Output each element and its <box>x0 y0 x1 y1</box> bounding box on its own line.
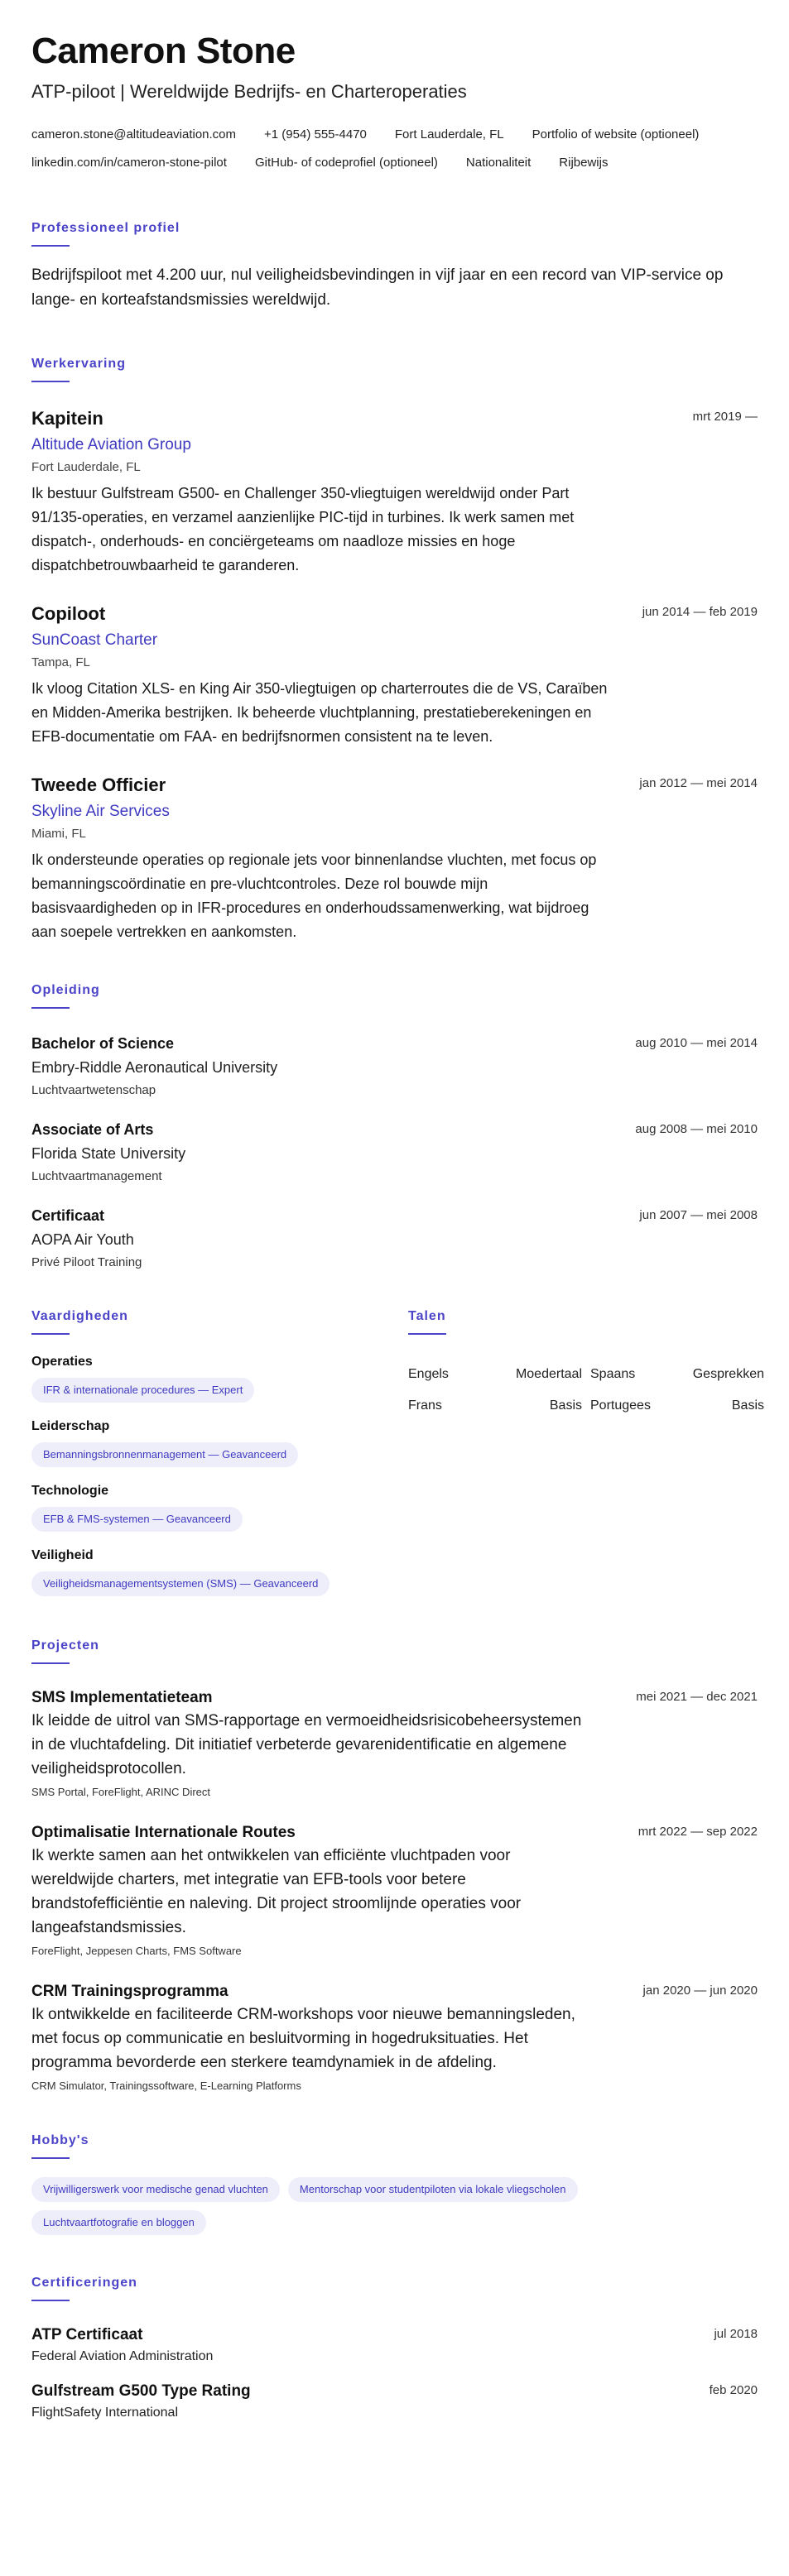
contact-nationality: Nationaliteit <box>465 156 532 170</box>
project-title: Optimalisatie Internationale Routes <box>31 1824 296 1841</box>
job-title: Copiloot <box>31 603 106 624</box>
contact-phone[interactable]: +1 (954) 555-4470 <box>264 127 367 142</box>
section-rule <box>31 2157 70 2159</box>
languages-section <box>408 1308 764 1596</box>
skill-category: Technologie <box>31 1484 109 1498</box>
skill-tag: Bemanningsbronnenmanagement — Geavanceerd <box>31 1442 298 1467</box>
job-description: Ik ondersteunde operaties op regionale jets voor binnenlandse vluchten, met focus op bemanningscoördinatie en pre-vluchtcontroles. Deze rol bouwde mijn basisvaardigheden op in IFR-procedures en onderhoudssamenwerking, wat bijdroeg aan soepele vertrekken en aankomsten. <box>31 851 597 940</box>
education-entry <box>31 1034 758 1100</box>
job-description: Ik vloog Citation XLS- en King Air 350-vliegtuigen op charterroutes die de VS, Caraïben en Midden-Amerika bestrijken. Ik beheerde vluchtplanning, prestatieberekeningen en EFB-documentatie om FAA- en bedrijfsnormen consistent na te leven. <box>31 680 608 745</box>
certification-date: jul 2018 <box>714 2327 758 2341</box>
job-location: Tampa, FL <box>31 655 90 669</box>
job-location: Fort Lauderdale, FL <box>31 460 141 474</box>
skills-languages-row <box>31 1308 764 1596</box>
contact-linkedin[interactable]: linkedin.com/in/cameron-stone-pilot <box>31 156 227 170</box>
certifications-section <box>31 2275 758 2422</box>
section-rule <box>31 1007 70 1009</box>
skill-group <box>31 1418 408 1467</box>
project-description: Ik werkte samen aan het ontwikkelen van efficiënte vluchtpaden voor wereldwijde charters, met integratie van EFB-tools voor betere brandstofefficiëntie en naleving. Dit project stroomlijnde operaties voor langeafstandsmissies. <box>31 1847 522 1936</box>
contact-github[interactable]: GitHub- of codeprofiel (optioneel) <box>254 156 438 170</box>
education-entry <box>31 1120 758 1186</box>
job-title: Kapitein <box>31 408 103 429</box>
education-school: Florida State University <box>31 1145 186 1162</box>
skills-section <box>31 1308 408 1596</box>
language-level: Gesprekken <box>692 1367 764 1381</box>
contact-email[interactable]: cameron.stone@altitudeaviation.com <box>31 127 237 142</box>
hobby-tag: Mentorschap voor studentpiloten via lokale vliegscholen <box>288 2177 578 2202</box>
education-date: aug 2008 — mei 2010 <box>635 1122 758 1136</box>
project-tools: CRM Simulator, Trainingssoftware, E-Learning Platforms <box>31 2080 301 2092</box>
contact-drivers-license: Rijbewijs <box>559 156 609 170</box>
job-entry <box>31 774 758 944</box>
certification-title: ATP Certificaat <box>31 2326 143 2343</box>
education-date: aug 2010 — mei 2014 <box>635 1036 758 1050</box>
section-title: Projecten <box>31 1638 99 1653</box>
contact-location: Fort Lauderdale, FL <box>394 127 504 142</box>
projects-section <box>31 1638 758 2094</box>
job-company: Altitude Aviation Group <box>31 436 191 453</box>
section-title: Certificeringen <box>31 2276 137 2290</box>
job-entry <box>31 407 758 578</box>
skill-tag: Veiligheidsmanagementsystemen (SMS) — Geavanceerd <box>31 1571 330 1596</box>
project-entry <box>31 1687 758 1801</box>
section-title: Vaardigheden <box>31 1309 128 1323</box>
language-level: Moedertaal <box>515 1367 582 1381</box>
language-name: Engels <box>408 1367 449 1381</box>
skill-tag: IFR & internationale procedures — Expert <box>31 1378 254 1403</box>
section-title: Hobby's <box>31 2133 89 2147</box>
job-date: mrt 2019 — <box>692 410 758 424</box>
project-tools: ForeFlight, Jeppesen Charts, FMS Software <box>31 1945 242 1957</box>
hobby-tag: Luchtvaartfotografie en bloggen <box>31 2210 206 2235</box>
section-rule <box>31 245 70 247</box>
project-description: Ik leidde de uitrol van SMS-rapportage en vermoeidheidsrisicobeheersystemen in de vluchtafdeling. Dit initiatief verbeterde gevarenidentificatie en algemene veiligheidsprotocollen. <box>31 1712 582 1777</box>
education-entry <box>31 1206 758 1272</box>
skill-category: Leiderschap <box>31 1419 110 1433</box>
candidate-name: Cameron Stone <box>31 31 296 71</box>
skill-group <box>31 1547 408 1596</box>
skill-group <box>31 1353 408 1403</box>
project-entry <box>31 1981 758 2094</box>
profile-summary: Bedrijfspiloot met 4.200 uur, nul veiligheidsbevindingen in vijf jaar en een record van VIP-service op lange- en korteafstandsmissies wereldwijd. <box>31 266 724 309</box>
experience-section <box>31 356 758 944</box>
hobby-tag: Vrijwilligerswerk voor medische genad vluchten <box>31 2177 280 2202</box>
certification-issuer: FlightSafety International <box>31 2406 178 2420</box>
skill-category: Operaties <box>31 1355 93 1369</box>
section-title: Talen <box>408 1309 446 1323</box>
contact-list <box>31 121 760 177</box>
section-rule <box>31 381 70 382</box>
certification-entry <box>31 2324 758 2366</box>
education-degree: Certificaat <box>31 1207 105 1224</box>
certification-issuer: Federal Aviation Administration <box>31 2349 214 2363</box>
language-name: Spaans <box>590 1367 636 1381</box>
section-rule <box>31 1333 70 1335</box>
education-school: AOPA Air Youth <box>31 1231 134 1248</box>
section-rule <box>31 2300 70 2301</box>
project-title: SMS Implementatieteam <box>31 1689 213 1706</box>
language-name: Portugees <box>590 1398 651 1413</box>
hobby-list <box>31 2177 743 2235</box>
language-level: Basis <box>549 1398 582 1413</box>
certification-title: Gulfstream G500 Type Rating <box>31 2382 251 2400</box>
language-name: Frans <box>408 1398 442 1413</box>
job-description: Ik bestuur Gulfstream G500- en Challenger 350-vliegtuigen wereldwijd onder Part 91/135-operaties, en verzamel aanzienlijke PIC-tijd in turbines. Ik werk samen met dispatch-, onderhouds- en conciërgeteams om naadloze missies en hoge dispatchbetrouwbaarheid te garanderen. <box>31 485 575 573</box>
project-date: jan 2020 — jun 2020 <box>642 1984 758 1998</box>
job-title: Tweede Officier <box>31 775 166 795</box>
job-date: jun 2014 — feb 2019 <box>642 605 758 619</box>
project-title: CRM Trainingsprogramma <box>31 1983 229 2000</box>
certification-entry <box>31 2381 758 2422</box>
skill-tag: EFB & FMS-systemen — Geavanceerd <box>31 1507 243 1532</box>
section-rule <box>408 1333 446 1335</box>
section-title: Werkervaring <box>31 357 126 371</box>
project-date: mei 2021 — dec 2021 <box>636 1690 758 1704</box>
project-date: mrt 2022 — sep 2022 <box>637 1825 758 1839</box>
section-rule <box>31 1662 70 1664</box>
education-degree: Associate of Arts <box>31 1121 154 1138</box>
language-level: Basis <box>731 1398 764 1413</box>
certification-date: feb 2020 <box>709 2383 758 2397</box>
skill-group <box>31 1482 408 1532</box>
section-title: Professioneel profiel <box>31 221 180 235</box>
project-tools: SMS Portal, ForeFlight, ARINC Direct <box>31 1786 210 1798</box>
job-location: Miami, FL <box>31 827 86 841</box>
job-date: jan 2012 — mei 2014 <box>639 776 758 790</box>
project-description: Ik ontwikkelde en faciliteerde CRM-workshops voor nieuwe bemanningsleden, met focus op communicatie en besluitvorming in hogedruksituaties. Het programma bevorderde een sterkere teamdynamiek in de afdeling. <box>31 2006 575 2071</box>
education-field: Privé Piloot Training <box>31 1255 142 1269</box>
education-field: Luchtvaartwetenschap <box>31 1083 156 1097</box>
profile-section <box>31 220 758 313</box>
education-field: Luchtvaartmanagement <box>31 1169 162 1183</box>
job-company: SunCoast Charter <box>31 631 158 649</box>
education-date: jun 2007 — mei 2008 <box>639 1208 758 1222</box>
education-school: Embry-Riddle Aeronautical University <box>31 1059 278 1076</box>
candidate-headline: ATP-piloot | Wereldwijde Bedrijfs- en Charteroperaties <box>31 81 467 102</box>
hobbies-section <box>31 2132 758 2235</box>
education-section <box>31 982 758 1272</box>
language-list <box>408 1366 764 1414</box>
section-title: Opleiding <box>31 983 100 997</box>
project-entry <box>31 1822 758 1960</box>
contact-portfolio[interactable]: Portfolio of website (optioneel) <box>532 127 700 142</box>
job-company: Skyline Air Services <box>31 803 170 820</box>
education-degree: Bachelor of Science <box>31 1035 175 1052</box>
job-entry <box>31 602 758 749</box>
skill-category: Veiligheid <box>31 1548 94 1562</box>
